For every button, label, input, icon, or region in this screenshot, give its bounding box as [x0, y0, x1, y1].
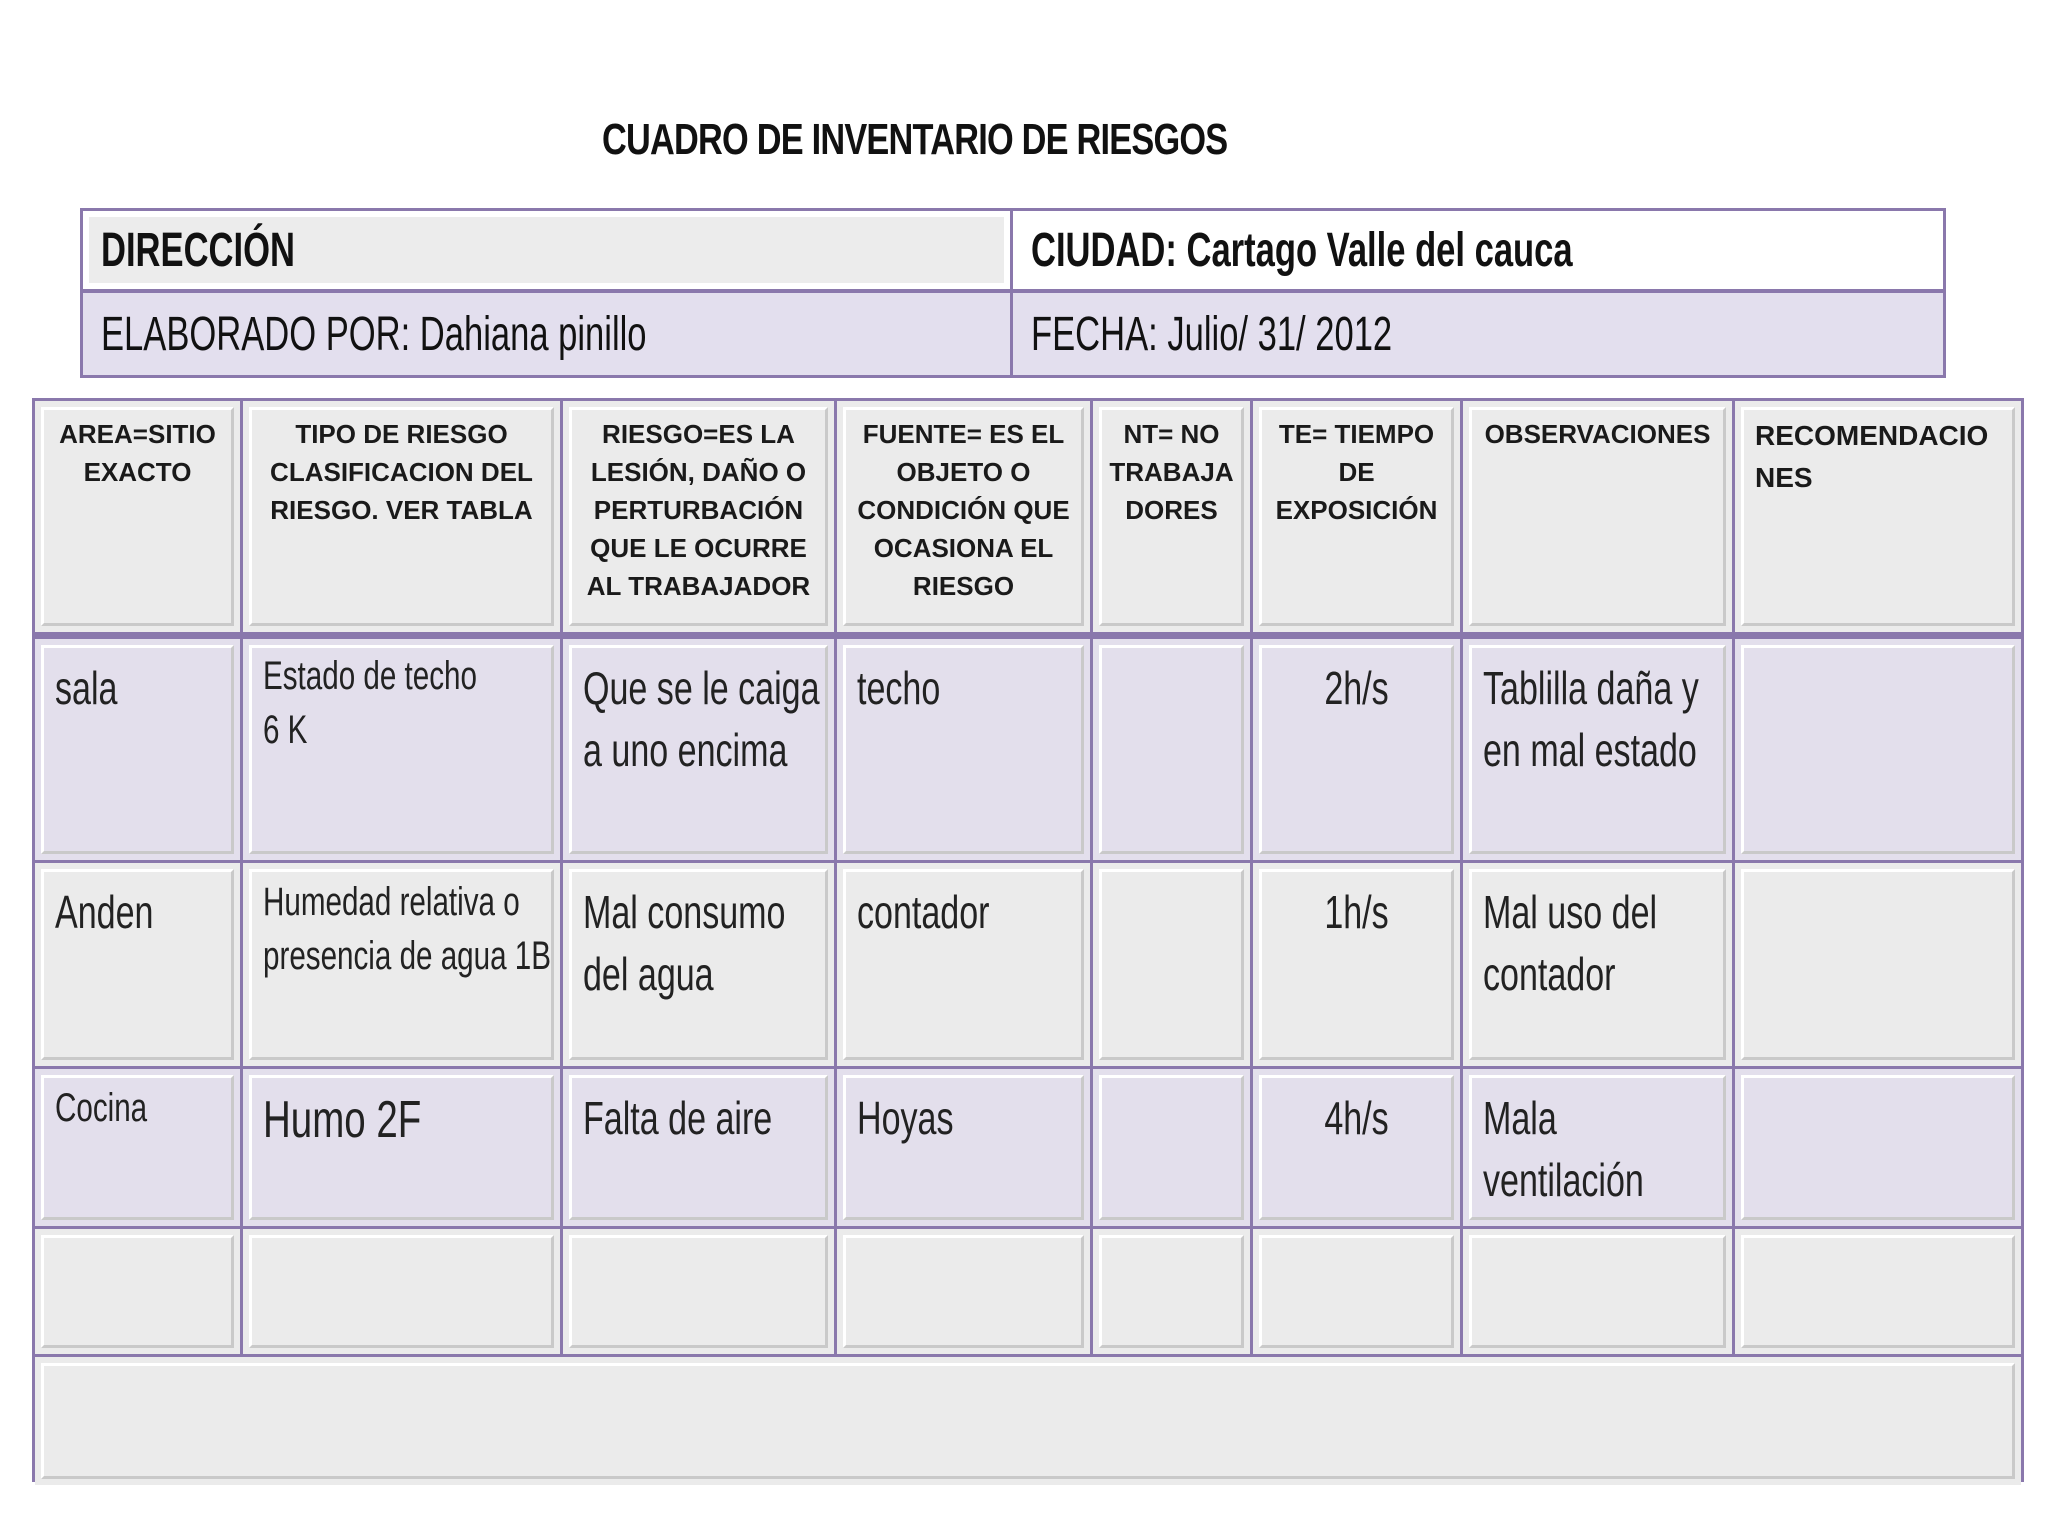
cell-nt	[1093, 639, 1253, 860]
cell-fuente	[837, 639, 1093, 860]
cell-area	[35, 639, 243, 860]
cell-area	[35, 1229, 243, 1354]
table-header-row	[35, 401, 2021, 635]
header-area: AREA=SITIO EXACTO	[59, 419, 216, 487]
row2-riesgo: Mal consumo del agua	[583, 886, 786, 1000]
info-table	[80, 208, 1946, 378]
cell-area	[35, 863, 243, 1066]
risk-inventory-table	[32, 398, 2024, 1482]
cell-tipo	[243, 1229, 563, 1354]
row2-obs: Mal uso del contador	[1483, 886, 1658, 1000]
cell-obs	[1463, 1069, 1735, 1226]
row2-fuente: contador	[857, 886, 990, 938]
row2-tipo: Humedad relativa o presencia de agua 1B	[263, 880, 551, 978]
cell-riesgo	[563, 863, 837, 1066]
cell-rec	[1735, 639, 2021, 860]
footer-cell	[35, 1357, 2021, 1485]
cell-area	[35, 1069, 243, 1226]
row3-area: Cocina	[55, 1086, 148, 1130]
page-title: CUADRO DE INVENTARIO DE RIESGOS	[602, 115, 1228, 164]
cell-rec	[1735, 1069, 2021, 1226]
cell-nt	[1093, 1229, 1253, 1354]
table-row	[35, 1069, 2021, 1229]
cell-riesgo	[563, 639, 837, 860]
cell-nt	[1093, 863, 1253, 1066]
cell-tipo	[243, 863, 563, 1066]
cell-rec	[1735, 1229, 2021, 1354]
header-cell-area	[35, 401, 243, 632]
table-row	[35, 863, 2021, 1069]
fecha-label: FECHA: Julio/ 31/ 2012	[1031, 307, 1393, 361]
table-footer-row	[35, 1357, 2021, 1485]
ciudad-label: CIUDAD: Cartago Valle del cauca	[1031, 223, 1573, 277]
header-cell-te	[1253, 401, 1463, 632]
row3-te: 4h/s	[1324, 1092, 1389, 1144]
table-row	[35, 635, 2021, 863]
header-fuente: FUENTE= ES EL OBJETO O CONDICIÓN QUE OCASIONA EL RIESGO	[857, 419, 1070, 601]
cell-nt	[1093, 1069, 1253, 1226]
cell-riesgo	[563, 1229, 837, 1354]
direccion-cell	[83, 211, 1013, 293]
cell-fuente	[837, 863, 1093, 1066]
cell-rec	[1735, 863, 2021, 1066]
header-cell-riesgo	[563, 401, 837, 632]
header-cell-tipo	[243, 401, 563, 632]
row3-tipo: Humo 2F	[263, 1091, 422, 1149]
cell-riesgo	[563, 1069, 837, 1226]
header-riesgo: RIESGO=ES LA LESIÓN, DAÑO O PERTURBACIÓN QUE LE OCURRE AL TRABAJADOR	[586, 419, 811, 601]
cell-fuente	[837, 1229, 1093, 1354]
ciudad-cell	[1013, 211, 1943, 293]
cell-fuente	[837, 1069, 1093, 1226]
cell-obs	[1463, 639, 1735, 860]
header-te: TE= TIEMPO DE EXPOSICIÓN	[1275, 419, 1438, 525]
row1-tipo: Estado de techo 6 K	[263, 654, 477, 752]
header-cell-obs	[1463, 401, 1735, 632]
header-tipo: TIPO DE RIESGO CLASIFICACION DEL RIESGO. VER TABLA	[270, 419, 533, 525]
row1-obs: Tablilla daña y en mal estado	[1483, 662, 1699, 776]
header-nt: NT= NO TRABAJA DORES	[1109, 419, 1234, 525]
table-row	[35, 1229, 2021, 1357]
elaborado-label: ELABORADO POR: Dahiana pinillo	[101, 307, 647, 361]
cell-te	[1253, 863, 1463, 1066]
cell-obs	[1463, 863, 1735, 1066]
header-cell-nt	[1093, 401, 1253, 632]
row1-te: 2h/s	[1324, 662, 1389, 714]
cell-te	[1253, 1069, 1463, 1226]
header-cell-fuente	[837, 401, 1093, 632]
direccion-label: DIRECCIÓN	[101, 223, 295, 277]
fecha-cell	[1013, 293, 1943, 375]
row1-fuente: techo	[857, 662, 941, 714]
cell-tipo	[243, 1069, 563, 1226]
row1-riesgo: Que se le caiga a uno encima	[583, 662, 820, 776]
row2-te: 1h/s	[1324, 886, 1389, 938]
cell-te	[1253, 639, 1463, 860]
header-rec: RECOMENDACIO NES	[1755, 420, 1989, 493]
elaborado-cell	[83, 293, 1013, 375]
header-cell-rec	[1735, 401, 2021, 632]
header-obs: OBSERVACIONES	[1484, 419, 1711, 449]
row3-fuente: Hoyas	[857, 1092, 954, 1144]
row1-area: sala	[55, 662, 118, 714]
cell-tipo	[243, 639, 563, 860]
row2-area: Anden	[55, 886, 154, 938]
row3-obs: Mala ventilación	[1483, 1092, 1644, 1206]
cell-te	[1253, 1229, 1463, 1354]
cell-obs	[1463, 1229, 1735, 1354]
row3-riesgo: Falta de aire	[583, 1092, 773, 1144]
